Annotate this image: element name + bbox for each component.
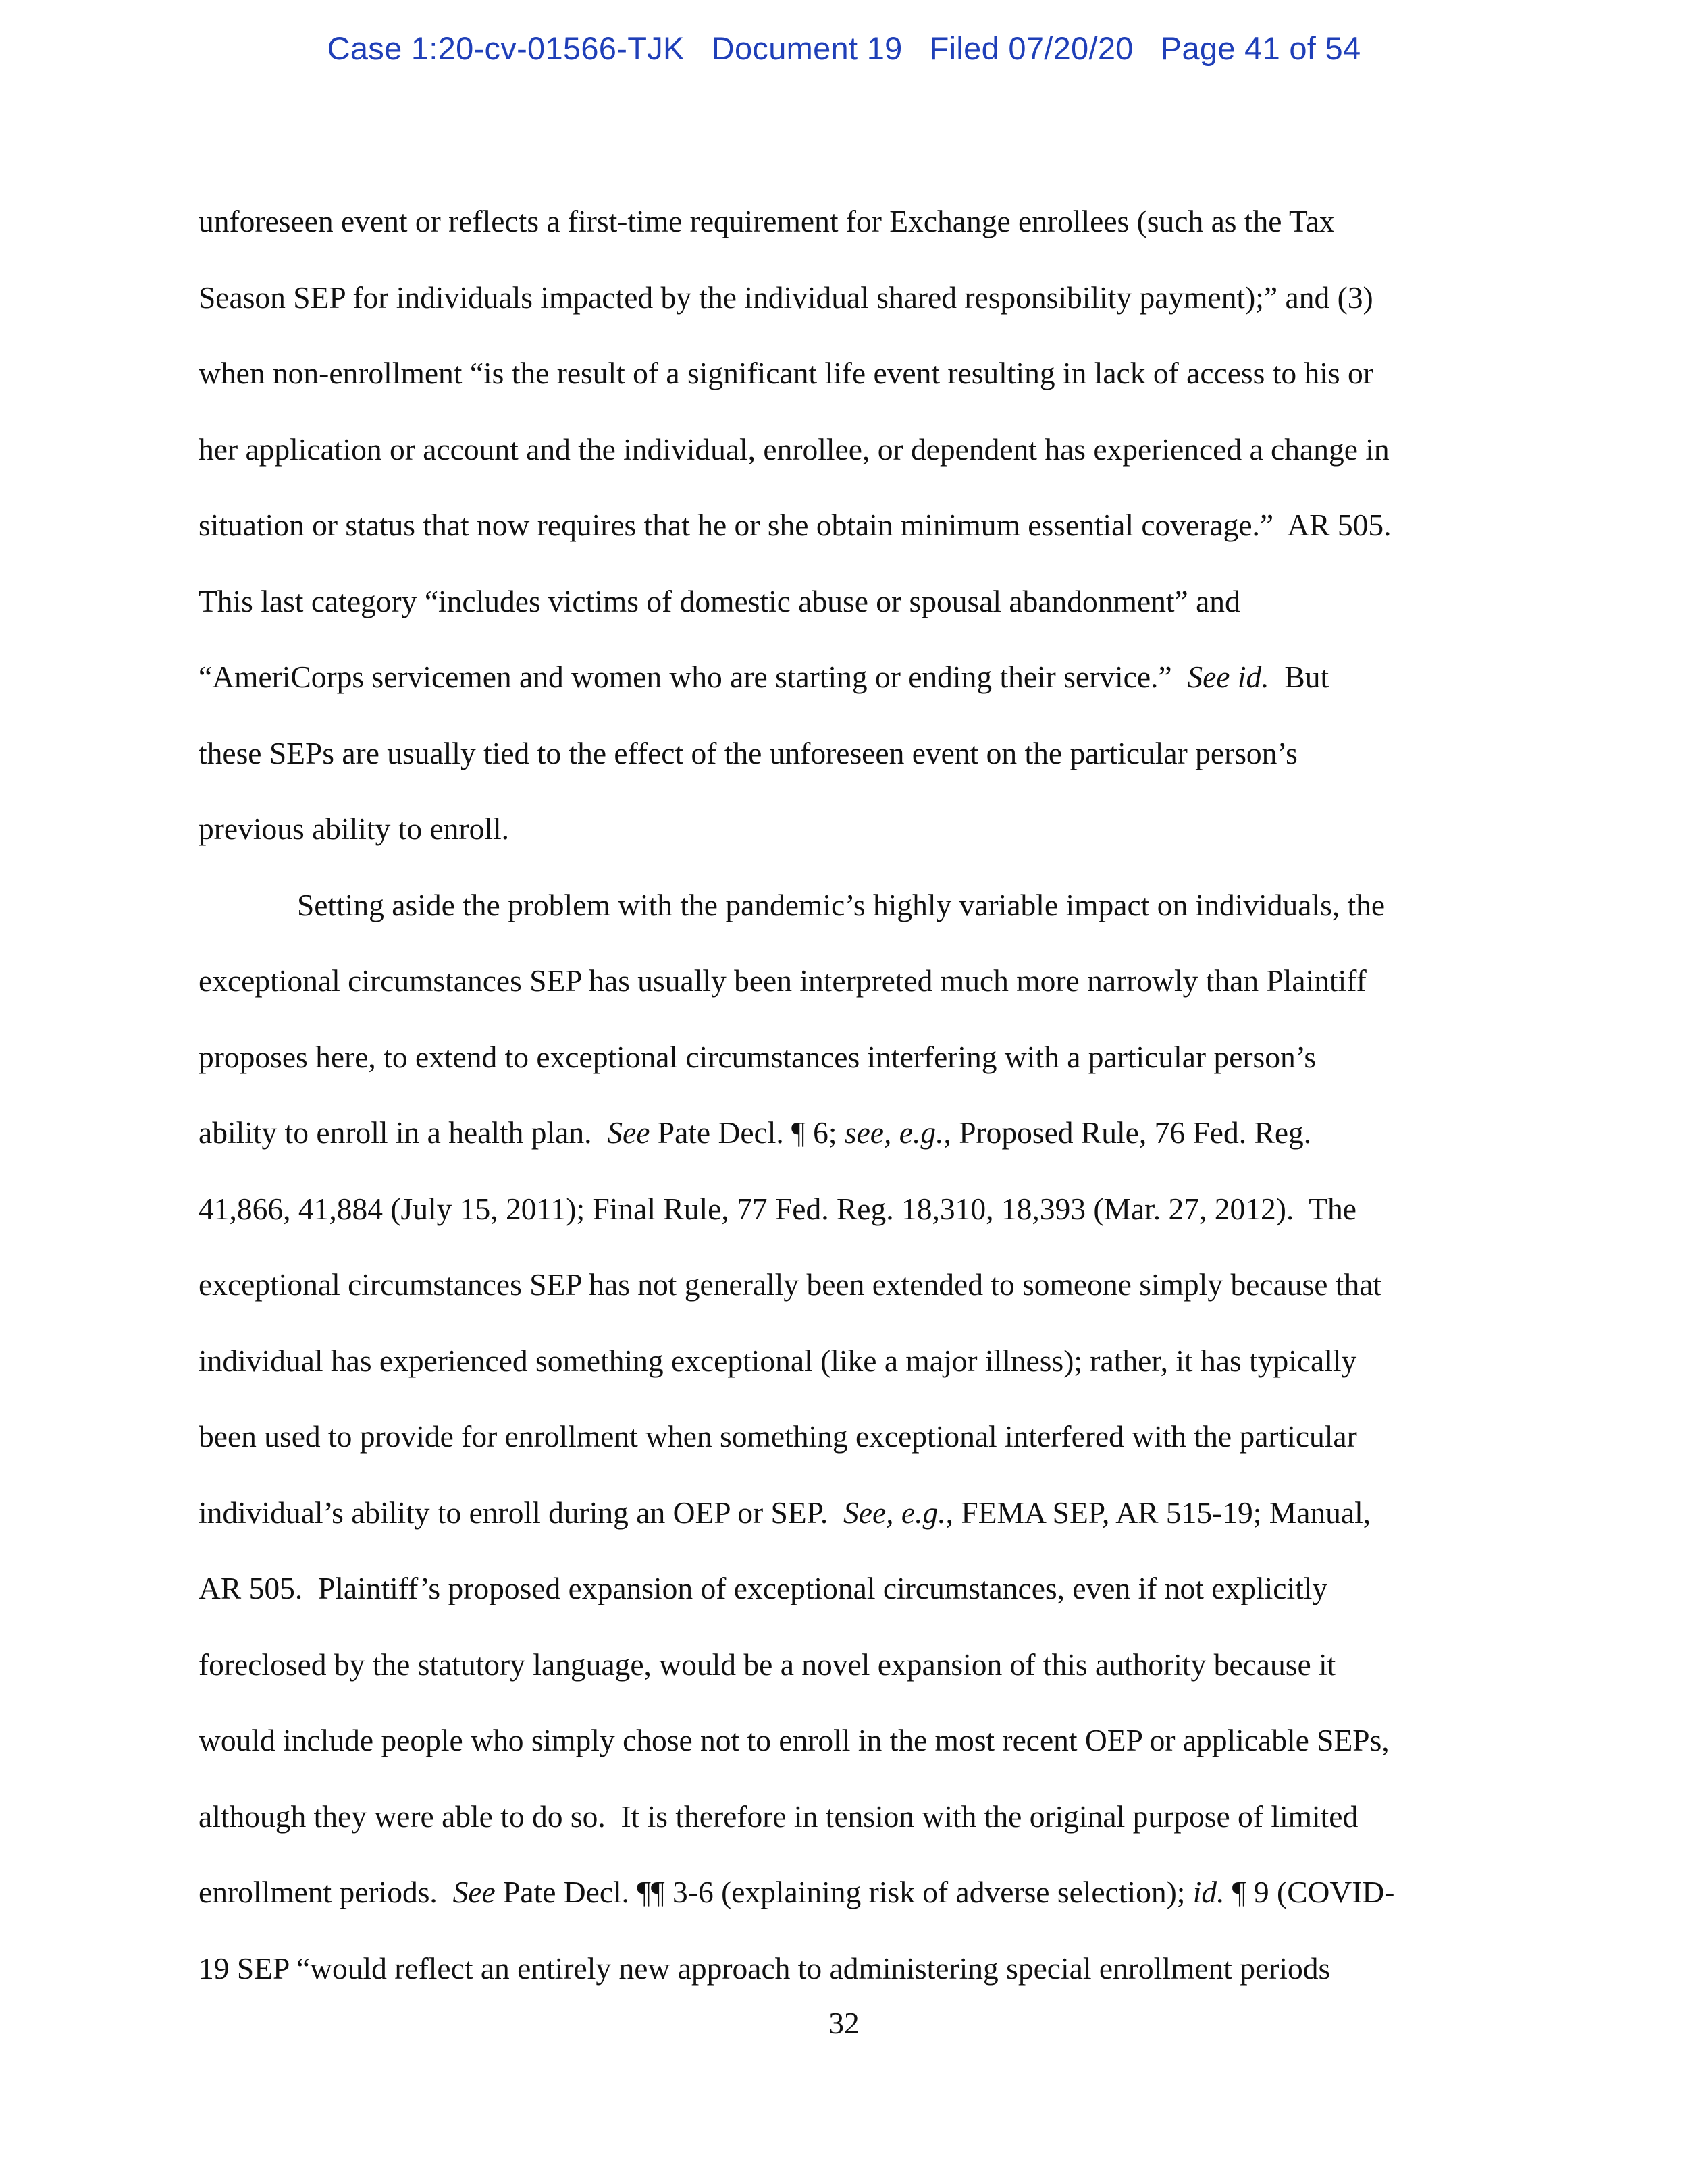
text-run: exceptional circumstances SEP has usually been interpreted much more narrowly than Plaintiff: [199, 963, 1367, 998]
text-line: [199, 1037, 1316, 1077]
text-run: individual’s ability to enroll during an OEP or SEP.: [199, 1495, 844, 1530]
text-run: situation or status that now requires that he or she obtain minimum essential coverage.” AR 505.: [199, 508, 1392, 542]
citation-signal: See, e.g.: [843, 1495, 946, 1530]
text-line: [199, 733, 1298, 774]
text-run: would include people who simply chose not to enroll in the most recent OEP or applicable SEPs,: [199, 1723, 1390, 1757]
text-run: when non-enrollment “is the result of a significant life event resulting in lack of access to his or: [199, 356, 1373, 390]
text-line: [199, 1264, 1381, 1305]
text-line: [199, 429, 1390, 470]
text-line: [199, 1493, 1371, 1533]
text-line: [199, 1568, 1327, 1609]
text-run: , Proposed Rule, 76 Fed. Reg.: [943, 1115, 1312, 1150]
citation-signal: See id.: [1187, 660, 1269, 694]
text-run: “AmeriCorps servicemen and women who are starting or ending their service.”: [199, 660, 1188, 694]
text-line: [199, 961, 1367, 1001]
page-number: 32: [828, 2006, 860, 2040]
text-line: [199, 1416, 1357, 1457]
text-run: ability to enroll in a health plan.: [199, 1115, 608, 1150]
text-line: [199, 657, 1329, 697]
citation-signal: see, e.g.: [844, 1115, 944, 1150]
citation-signal: See: [452, 1875, 496, 1909]
text-line: [199, 1113, 1311, 1153]
text-run: , FEMA SEP, AR 515-19; Manual,: [945, 1495, 1371, 1530]
text-run: individual has experienced something exceptional (like a major illness); rather, it has typically: [199, 1343, 1357, 1378]
text-run: But: [1269, 660, 1329, 694]
text-run: Setting aside the problem with the pandemic’s highly variable impact on individuals, the: [297, 887, 1386, 922]
text-run: previous ability to enroll.: [199, 811, 509, 846]
text-line: [199, 505, 1392, 545]
text-line: [199, 1720, 1390, 1761]
citation-signal: id.: [1192, 1875, 1225, 1909]
text-run: been used to provide for enrollment when something exceptional interfered with the particular: [199, 1419, 1357, 1454]
text-line: [199, 1872, 1394, 1913]
text-run: Pate Decl. ¶¶ 3-6 (explaining risk of adverse selection);: [495, 1875, 1193, 1909]
text-line: [199, 809, 509, 849]
text-run: AR 505. Plaintiff’s proposed expansion of exceptional circumstances, even if not explicitly: [199, 1571, 1328, 1605]
text-line: [199, 1189, 1356, 1229]
text-line: [199, 581, 1240, 622]
text-line: [297, 885, 1385, 926]
text-run: her application or account and the individual, enrollee, or dependent has experienced a change in: [199, 431, 1390, 467]
text-line: [199, 201, 1335, 242]
text-run: these SEPs are usually tied to the effect of the unforeseen event on the particular person’s: [199, 735, 1298, 770]
text-run: although they were able to do so. It is therefore in tension with the original purpose of limited: [199, 1799, 1359, 1834]
text-run: foreclosed by the statutory language, would be a novel expansion of this authority because it: [199, 1647, 1336, 1682]
text-run: proposes here, to extend to exceptional circumstances interfering with a particular person’s: [199, 1039, 1317, 1074]
text-run: enrollment periods.: [199, 1875, 453, 1909]
text-line: [199, 1948, 1330, 1989]
text-run: 41,866, 41,884 (July 15, 2011); Final Rule, 77 Fed. Reg. 18,310, 18,393 (Mar. 27, 2012). The: [199, 1191, 1357, 1226]
text-run: This last category “includes victims of domestic abuse or spousal abandonment” and: [199, 583, 1240, 618]
text-run: Season SEP for individuals impacted by the individual shared responsibility payment);” and (3): [199, 279, 1373, 315]
text-line: [199, 353, 1373, 394]
text-line: [199, 1341, 1356, 1381]
text-run: unforeseen event or reflects a first-time requirement for Exchange enrollees (such as the Tax: [199, 204, 1335, 238]
text-run: ¶ 9 (COVID-: [1224, 1875, 1395, 1909]
citation-signal: See: [607, 1115, 650, 1150]
text-run: exceptional circumstances SEP has not generally been extended to someone simply because that: [199, 1267, 1382, 1302]
text-line: [199, 277, 1373, 318]
text-run: Pate Decl. ¶ 6;: [650, 1115, 845, 1150]
text-line: [199, 1796, 1358, 1837]
text-run: 19 SEP “would reflect an entirely new approach to administering special enrollment periods: [199, 1950, 1331, 1986]
text-line: [199, 1645, 1336, 1685]
case-header: Case 1:20-cv-01566-TJK Document 19 Filed 07/20/20 Page 41 of 54: [327, 30, 1361, 66]
